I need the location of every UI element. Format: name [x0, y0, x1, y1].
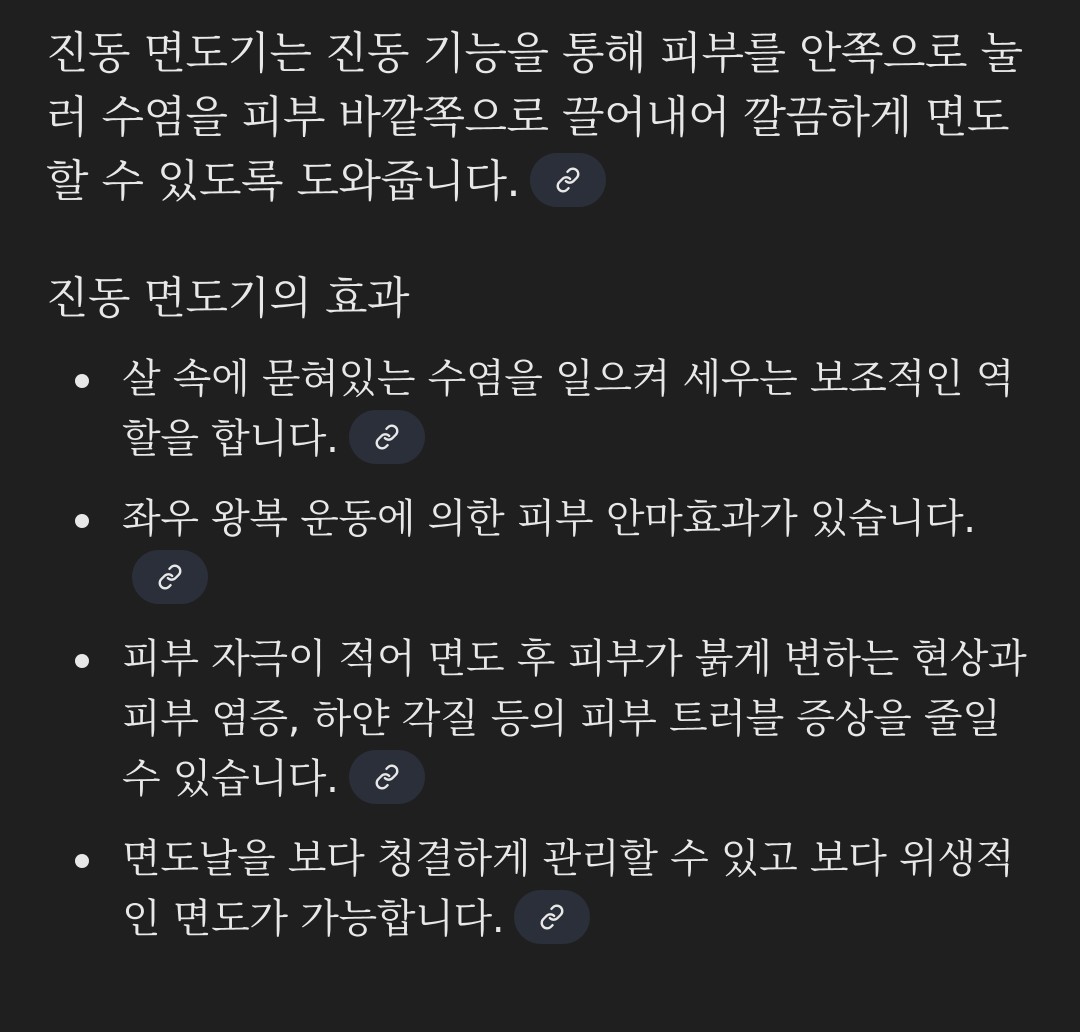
list-item-text: 살 속에 묻혀있는 수염을 일으켜 세우는 보조적인 역할을 합니다.: [122, 356, 1015, 462]
effects-list: [46, 349, 1040, 949]
section-heading: 진동 면도기의 효과: [46, 273, 410, 324]
intro-text: 진동 면도기는 진동 기능을 통해 피부를 안쪽으로 눌러 수염을 피부 바깥쪽으로 끌어내어 깔끔하게 면도할 수 있도록 도와줍니다.: [46, 28, 1023, 207]
link-icon: [157, 564, 183, 590]
citation-link-button[interactable]: [349, 750, 425, 804]
citation-link-button[interactable]: [349, 410, 425, 464]
link-icon: [374, 764, 400, 790]
list-item-text: 면도날을 보다 청결하게 관리할 수 있고 보다 위생적인 면도가 가능합니다.: [122, 836, 1015, 942]
list-item: [46, 629, 1040, 809]
citation-link-button[interactable]: [514, 890, 590, 944]
link-icon: [539, 904, 565, 930]
link-icon: [374, 424, 400, 450]
list-item: [46, 829, 1040, 949]
bullet-dot: [75, 374, 89, 388]
link-icon: [555, 167, 581, 193]
intro-paragraph: [46, 22, 1040, 214]
list-item: [46, 349, 1040, 469]
bullet-dot: [75, 654, 89, 668]
citation-link-button[interactable]: [530, 153, 606, 207]
list-item-text: 좌우 왕복 운동에 의한 피부 안마효과가 있습니다.: [122, 496, 976, 542]
bullet-dot: [75, 514, 89, 528]
bullet-dot: [75, 854, 89, 868]
list-item-text: 피부 자극이 적어 면도 후 피부가 붉게 변하는 현상과 피부 염증, 하얀 각질 등의 피부 트러블 증상을 줄일 수 있습니다.: [122, 636, 1027, 802]
list-item: [46, 489, 1040, 609]
citation-link-button[interactable]: [132, 550, 208, 604]
